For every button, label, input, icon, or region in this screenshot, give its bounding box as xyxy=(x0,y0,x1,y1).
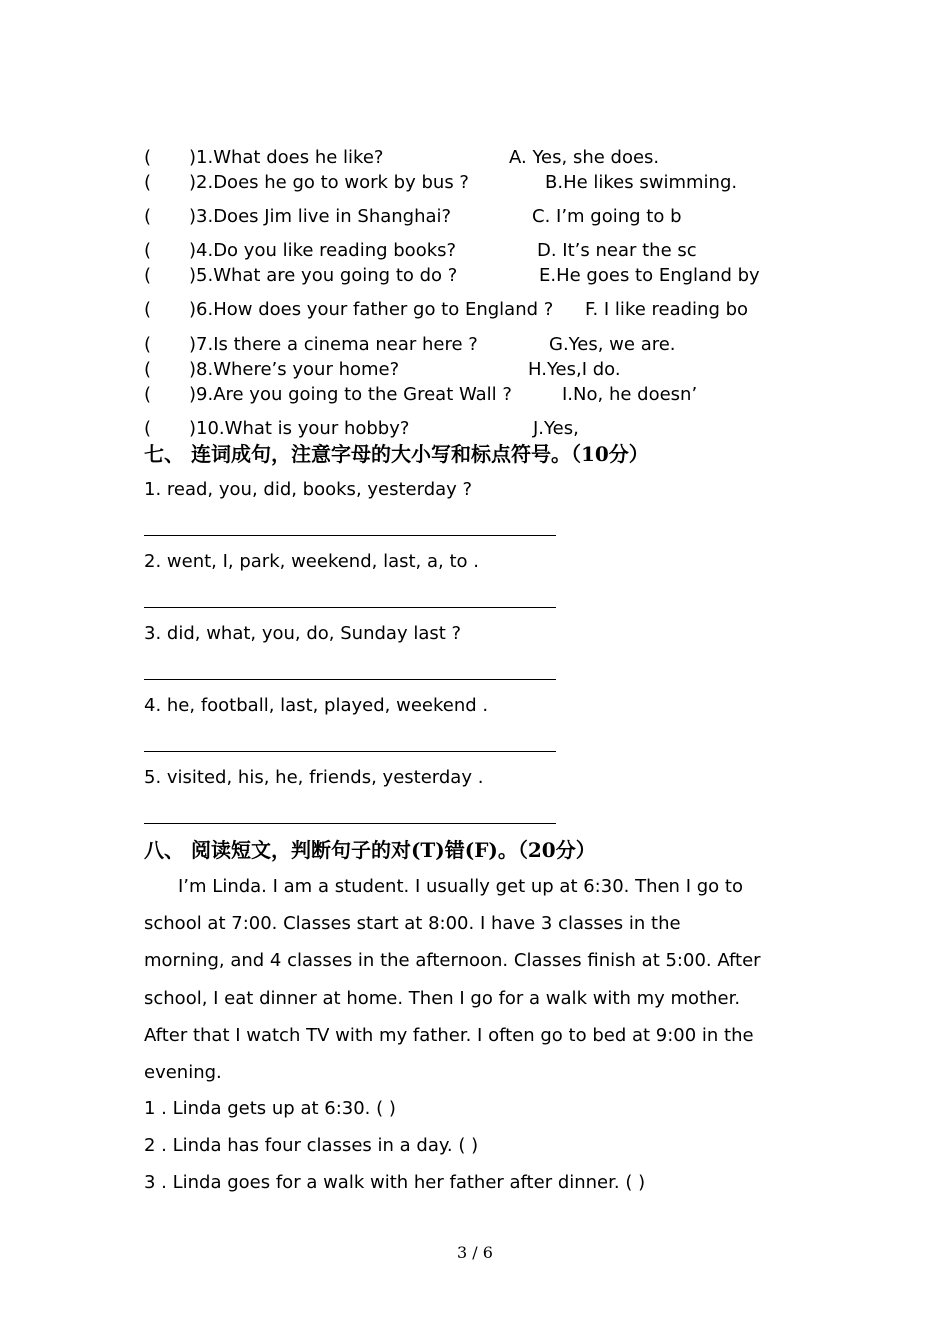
true-false-question-1[interactable]: 1 . Linda gets up at 6:30. ( ) xyxy=(144,1098,396,1119)
sentence-prompt-4: 4. he, football, last, played, weekend . xyxy=(144,695,489,716)
matching-answer: A. Yes, she does. xyxy=(509,147,660,168)
sentence-prompt-1: 1. read, you, did, books, yesterday ? xyxy=(144,479,473,500)
matching-question: )10.What is your hobby? xyxy=(189,418,410,439)
matching-answer: B.He likes swimming. xyxy=(545,172,738,193)
passage-line: After that I watch TV with my father. I often go to bed at 9:00 in the xyxy=(144,1025,754,1046)
matching-answer: J.Yes, xyxy=(533,418,579,439)
matching-answer: G.Yes, we are. xyxy=(549,334,676,355)
matching-answer: F. I like reading bo xyxy=(585,299,749,320)
matching-question: )9.Are you going to the Great Wall ? xyxy=(189,384,512,405)
answer-paren[interactable]: ( xyxy=(144,334,152,355)
page-number: 3 / 6 xyxy=(457,1243,493,1262)
matching-answer: H.Yes,I do. xyxy=(528,359,621,380)
passage-line: school at 7:00. Classes start at 8:00. I have 3 classes in the xyxy=(144,913,681,934)
answer-paren[interactable]: ( xyxy=(144,206,152,227)
passage-line: school, I eat dinner at home. Then I go for a walk with my mother. xyxy=(144,988,741,1009)
answer-paren[interactable]: ( xyxy=(144,240,152,261)
passage-line: I’m Linda. I am a student. I usually get up at 6:30. Then I go to xyxy=(178,876,743,897)
section-7-title: 七、 连词成句，注意字母的大小写和标点符号。（10分） xyxy=(144,442,649,466)
answer-paren[interactable]: ( xyxy=(144,147,152,168)
matching-question: )2.Does he go to work by bus ? xyxy=(189,172,469,193)
passage-line: morning, and 4 classes in the afternoon. Classes finish at 5:00. After xyxy=(144,950,761,971)
matching-question: )5.What are you going to do ? xyxy=(189,265,458,286)
answer-line-5[interactable] xyxy=(144,823,556,824)
answer-line-2[interactable] xyxy=(144,607,556,608)
matching-answer: I.No, he doesn’ xyxy=(562,384,698,405)
answer-paren[interactable]: ( xyxy=(144,299,152,320)
answer-paren[interactable]: ( xyxy=(144,359,152,380)
matching-question: )7.Is there a cinema near here ? xyxy=(189,334,478,355)
matching-question: )6.How does your father go to England ? xyxy=(189,299,554,320)
answer-line-1[interactable] xyxy=(144,535,556,536)
section-8-title: 八、 阅读短文，判断句子的对(T)错(F)。（20分） xyxy=(144,838,596,862)
matching-question: )8.Where’s your home? xyxy=(189,359,400,380)
matching-question: )3.Does Jim live in Shanghai? xyxy=(189,206,452,227)
matching-question: )1.What does he like? xyxy=(189,147,384,168)
sentence-prompt-5: 5. visited, his, he, friends, yesterday . xyxy=(144,767,484,788)
answer-paren[interactable]: ( xyxy=(144,265,152,286)
sentence-prompt-3: 3. did, what, you, do, Sunday last ? xyxy=(144,623,462,644)
answer-line-3[interactable] xyxy=(144,679,556,680)
passage-line: evening. xyxy=(144,1062,222,1083)
answer-paren[interactable]: ( xyxy=(144,172,152,193)
sentence-prompt-2: 2. went, I, park, weekend, last, a, to . xyxy=(144,551,479,572)
matching-answer: D. It’s near the sc xyxy=(537,240,697,261)
answer-paren[interactable]: ( xyxy=(144,384,152,405)
matching-answer: E.He goes to England by xyxy=(539,265,760,286)
matching-answer: C. I’m going to b xyxy=(532,206,682,227)
answer-paren[interactable]: ( xyxy=(144,418,152,439)
answer-line-4[interactable] xyxy=(144,751,556,752)
true-false-question-2[interactable]: 2 . Linda has four classes in a day. ( ) xyxy=(144,1135,479,1156)
matching-question: )4.Do you like reading books? xyxy=(189,240,457,261)
true-false-question-3[interactable]: 3 . Linda goes for a walk with her father after dinner. ( ) xyxy=(144,1172,646,1193)
